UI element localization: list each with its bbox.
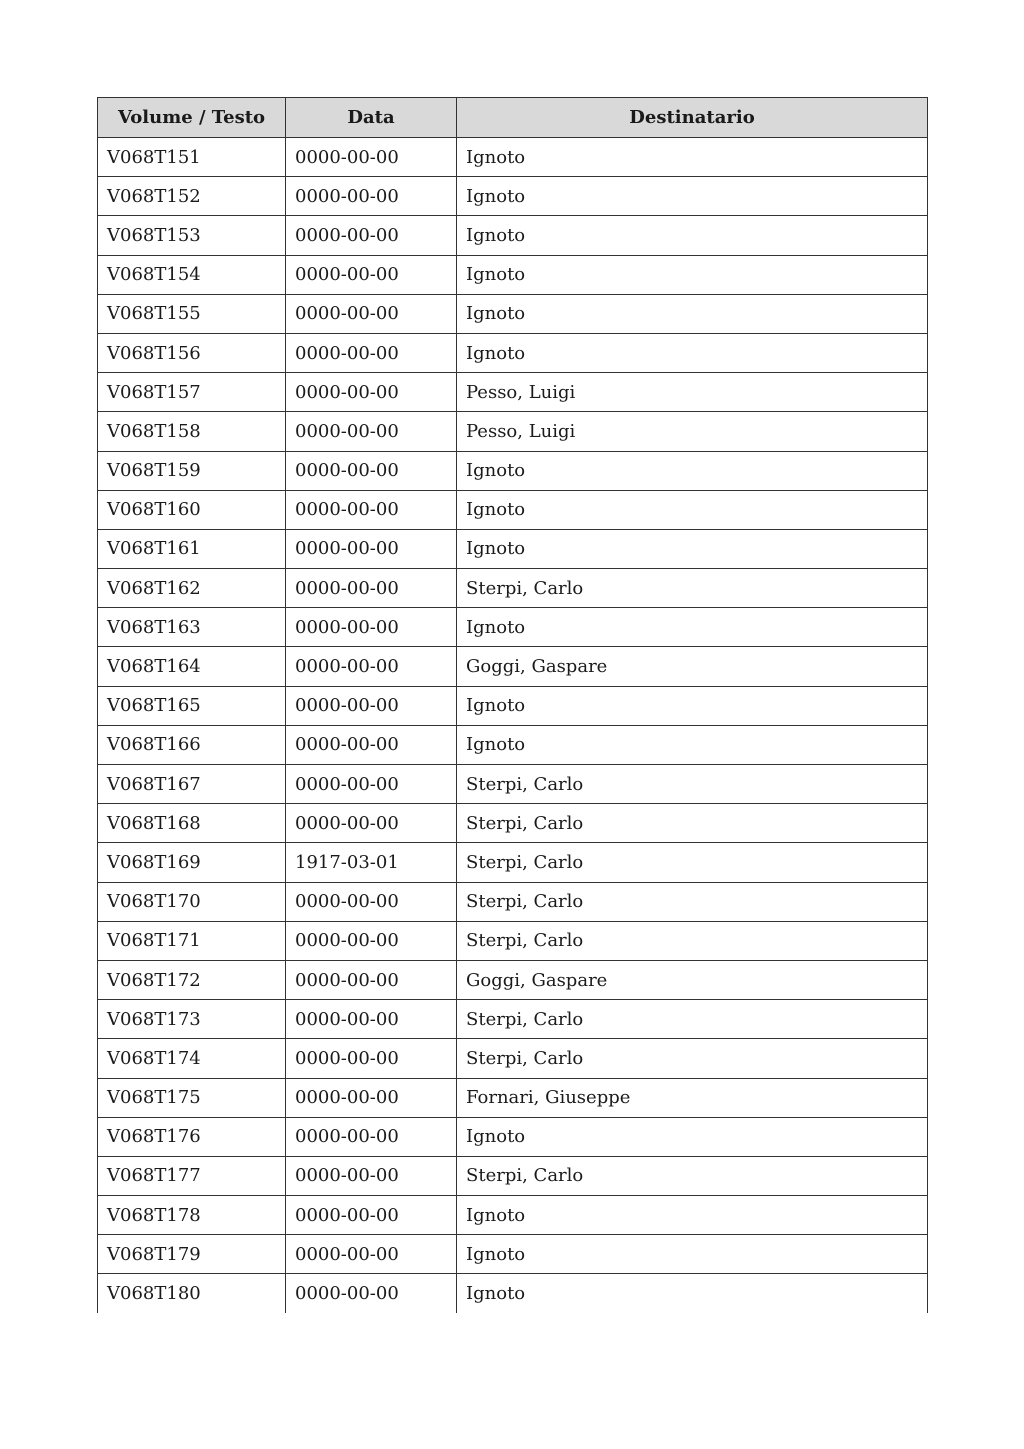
cell-data: 0000-00-00 — [286, 373, 457, 412]
cell-volume-testo: V068T164 — [98, 647, 286, 686]
cell-data: 0000-00-00 — [286, 490, 457, 529]
table-row — [98, 333, 928, 372]
cell-volume-testo: V068T165 — [98, 686, 286, 725]
cell-data: 0000-00-00 — [286, 412, 457, 451]
cell-volume-testo: V068T156 — [98, 333, 286, 372]
cell-destinatario: Sterpi, Carlo — [457, 569, 928, 608]
table-row — [98, 1235, 928, 1274]
cell-destinatario: Ignoto — [457, 529, 928, 568]
cell-data: 0000-00-00 — [286, 686, 457, 725]
table-body — [98, 138, 928, 1313]
cell-destinatario: Sterpi, Carlo — [457, 804, 928, 843]
cell-volume-testo: V068T159 — [98, 451, 286, 490]
table-row — [98, 882, 928, 921]
table-row — [98, 765, 928, 804]
table-row — [98, 1039, 928, 1078]
cell-destinatario: Ignoto — [457, 686, 928, 725]
table-row — [98, 1274, 928, 1313]
cell-data: 0000-00-00 — [286, 725, 457, 764]
cell-data: 0000-00-00 — [286, 765, 457, 804]
table-row — [98, 255, 928, 294]
header-data: Data — [286, 98, 457, 138]
table-row — [98, 608, 928, 647]
table-row — [98, 1156, 928, 1195]
cell-destinatario: Ignoto — [457, 138, 928, 177]
cell-data: 0000-00-00 — [286, 1000, 457, 1039]
table-header — [98, 98, 928, 138]
cell-data: 0000-00-00 — [286, 138, 457, 177]
cell-volume-testo: V068T155 — [98, 294, 286, 333]
cell-data: 0000-00-00 — [286, 177, 457, 216]
cell-volume-testo: V068T158 — [98, 412, 286, 451]
cell-data: 0000-00-00 — [286, 1274, 457, 1313]
cell-data: 0000-00-00 — [286, 216, 457, 255]
cell-data: 0000-00-00 — [286, 255, 457, 294]
cell-destinatario: Ignoto — [457, 451, 928, 490]
cell-volume-testo: V068T169 — [98, 843, 286, 882]
table-row — [98, 373, 928, 412]
cell-destinatario: Sterpi, Carlo — [457, 882, 928, 921]
cell-destinatario: Sterpi, Carlo — [457, 1039, 928, 1078]
cell-volume-testo: V068T161 — [98, 529, 286, 568]
table-row — [98, 843, 928, 882]
cell-destinatario: Ignoto — [457, 1274, 928, 1313]
cell-volume-testo: V068T176 — [98, 1117, 286, 1156]
table-row — [98, 138, 928, 177]
table-row — [98, 921, 928, 960]
cell-volume-testo: V068T166 — [98, 725, 286, 764]
cell-volume-testo: V068T179 — [98, 1235, 286, 1274]
table-row — [98, 686, 928, 725]
cell-destinatario: Ignoto — [457, 333, 928, 372]
cell-volume-testo: V068T173 — [98, 1000, 286, 1039]
table-row — [98, 529, 928, 568]
table-row — [98, 960, 928, 999]
cell-data: 0000-00-00 — [286, 647, 457, 686]
cell-destinatario: Ignoto — [457, 177, 928, 216]
cell-volume-testo: V068T163 — [98, 608, 286, 647]
cell-volume-testo: V068T152 — [98, 177, 286, 216]
cell-data: 0000-00-00 — [286, 294, 457, 333]
cell-data: 0000-00-00 — [286, 1235, 457, 1274]
header-destinatario: Destinatario — [457, 98, 928, 138]
cell-destinatario: Sterpi, Carlo — [457, 765, 928, 804]
table-row — [98, 412, 928, 451]
cell-destinatario: Goggi, Gaspare — [457, 960, 928, 999]
cell-destinatario: Ignoto — [457, 255, 928, 294]
cell-destinatario: Ignoto — [457, 490, 928, 529]
table-row — [98, 1000, 928, 1039]
cell-data: 0000-00-00 — [286, 882, 457, 921]
table-row — [98, 804, 928, 843]
table-row — [98, 1117, 928, 1156]
table-row — [98, 294, 928, 333]
cell-data: 0000-00-00 — [286, 333, 457, 372]
cell-volume-testo: V068T172 — [98, 960, 286, 999]
cell-volume-testo: V068T170 — [98, 882, 286, 921]
cell-data: 0000-00-00 — [286, 1078, 457, 1117]
cell-destinatario: Sterpi, Carlo — [457, 1156, 928, 1195]
table-row — [98, 1078, 928, 1117]
cell-data: 0000-00-00 — [286, 608, 457, 647]
cell-destinatario: Pesso, Luigi — [457, 412, 928, 451]
cell-data: 0000-00-00 — [286, 529, 457, 568]
cell-volume-testo: V068T177 — [98, 1156, 286, 1195]
cell-volume-testo: V068T171 — [98, 921, 286, 960]
cell-volume-testo: V068T175 — [98, 1078, 286, 1117]
cell-volume-testo: V068T180 — [98, 1274, 286, 1313]
cell-destinatario: Ignoto — [457, 1117, 928, 1156]
cell-data: 0000-00-00 — [286, 1196, 457, 1235]
cell-data: 1917-03-01 — [286, 843, 457, 882]
cell-destinatario: Ignoto — [457, 294, 928, 333]
table-row — [98, 451, 928, 490]
cell-destinatario: Ignoto — [457, 725, 928, 764]
cell-volume-testo: V068T167 — [98, 765, 286, 804]
cell-data: 0000-00-00 — [286, 451, 457, 490]
table-row — [98, 647, 928, 686]
header-row — [98, 98, 928, 138]
cell-volume-testo: V068T162 — [98, 569, 286, 608]
cell-destinatario: Pesso, Luigi — [457, 373, 928, 412]
table-row — [98, 569, 928, 608]
cell-data: 0000-00-00 — [286, 1117, 457, 1156]
table-row — [98, 490, 928, 529]
cell-destinatario: Ignoto — [457, 1235, 928, 1274]
cell-destinatario: Fornari, Giuseppe — [457, 1078, 928, 1117]
cell-data: 0000-00-00 — [286, 569, 457, 608]
cell-destinatario: Ignoto — [457, 608, 928, 647]
table-row — [98, 216, 928, 255]
cell-volume-testo: V068T174 — [98, 1039, 286, 1078]
cell-destinatario: Ignoto — [457, 1196, 928, 1235]
cell-destinatario: Goggi, Gaspare — [457, 647, 928, 686]
cell-data: 0000-00-00 — [286, 1156, 457, 1195]
cell-volume-testo: V068T154 — [98, 255, 286, 294]
cell-data: 0000-00-00 — [286, 804, 457, 843]
cell-data: 0000-00-00 — [286, 960, 457, 999]
cell-volume-testo: V068T157 — [98, 373, 286, 412]
table-row — [98, 177, 928, 216]
cell-volume-testo: V068T151 — [98, 138, 286, 177]
letters-table — [97, 97, 928, 1313]
cell-volume-testo: V068T168 — [98, 804, 286, 843]
header-volume-testo: Volume / Testo — [98, 98, 286, 138]
cell-destinatario: Sterpi, Carlo — [457, 921, 928, 960]
cell-volume-testo: V068T160 — [98, 490, 286, 529]
cell-data: 0000-00-00 — [286, 1039, 457, 1078]
cell-volume-testo: V068T178 — [98, 1196, 286, 1235]
cell-destinatario: Sterpi, Carlo — [457, 843, 928, 882]
cell-destinatario: Sterpi, Carlo — [457, 1000, 928, 1039]
cell-volume-testo: V068T153 — [98, 216, 286, 255]
table-row — [98, 725, 928, 764]
table-row — [98, 1196, 928, 1235]
cell-data: 0000-00-00 — [286, 921, 457, 960]
cell-destinatario: Ignoto — [457, 216, 928, 255]
